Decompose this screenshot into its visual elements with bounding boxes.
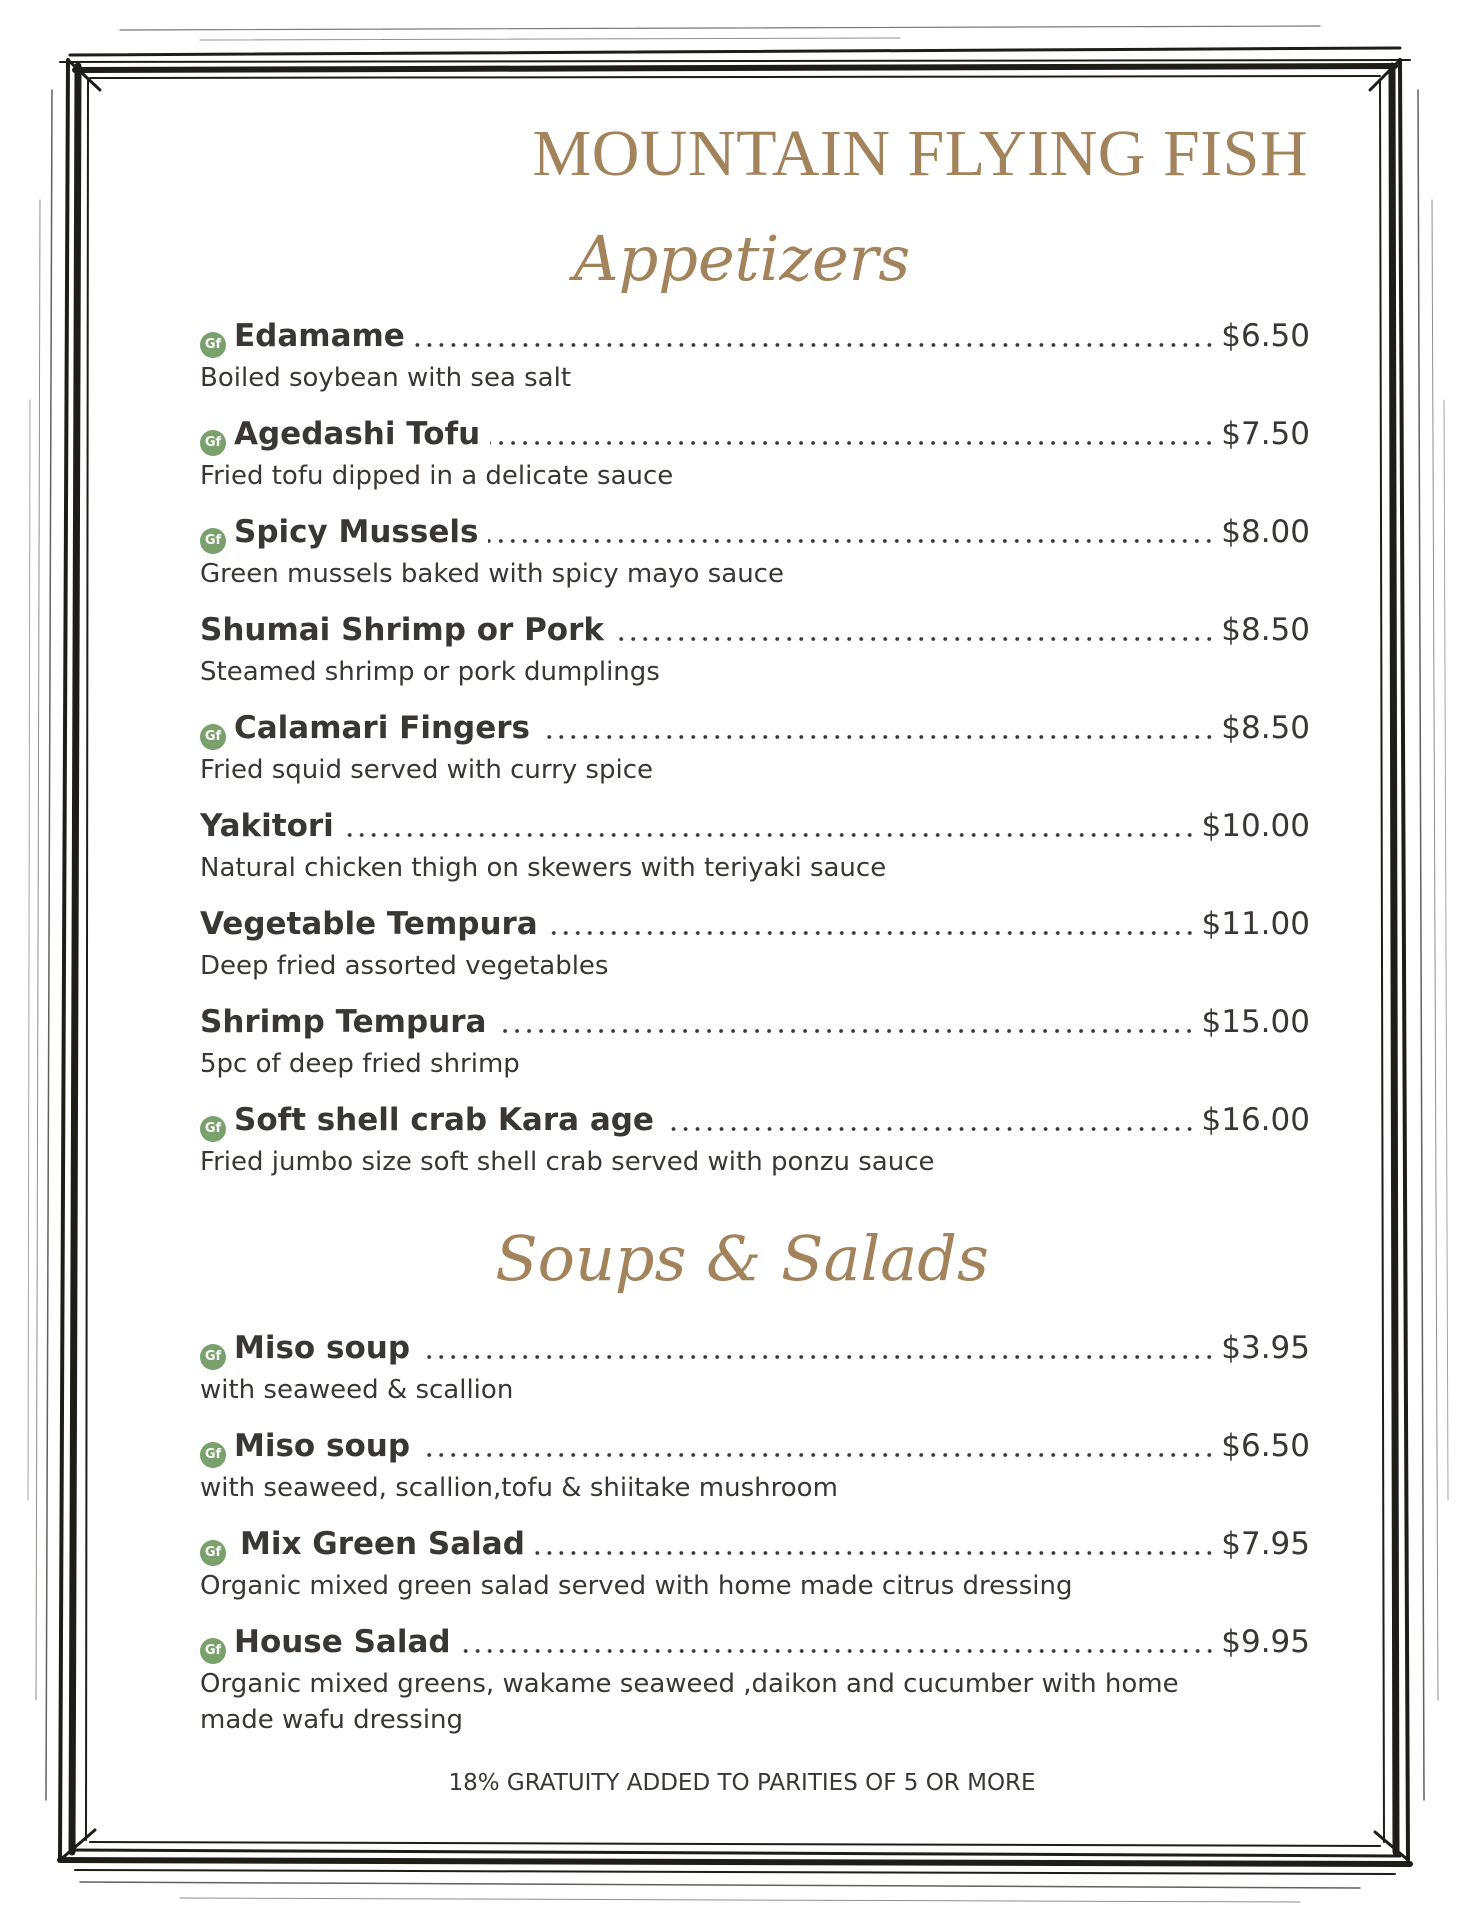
item-price: $7.95 xyxy=(1221,1526,1310,1562)
menu-item xyxy=(200,1428,1310,1506)
menu-item xyxy=(200,318,1310,396)
item-price: $9.95 xyxy=(1221,1624,1310,1660)
item-description: Green mussels baked with spicy mayo sauce xyxy=(200,559,784,589)
gluten-free-icon: Gf xyxy=(200,1442,226,1468)
menu-item xyxy=(200,416,1310,494)
dot-leader xyxy=(548,929,1196,937)
gluten-free-icon: Gf xyxy=(200,1540,226,1566)
item-name: Vegetable Tempura xyxy=(200,906,538,942)
gluten-free-icon: Gf xyxy=(200,332,226,358)
item-price: $11.00 xyxy=(1201,906,1310,942)
item-description: with seaweed, scallion,tofu & shiitake mushroom xyxy=(200,1473,838,1503)
menu-item xyxy=(200,612,1310,690)
item-description: Deep fried assorted vegetables xyxy=(200,951,609,981)
item-price: $8.00 xyxy=(1221,514,1310,550)
gratuity-note: 18% GRATUITY ADDED TO PARITIES OF 5 OR MORE xyxy=(448,1770,1036,1796)
menu-item xyxy=(200,808,1310,886)
item-description: Organic mixed greens, wakame seaweed ,daikon and cucumber with home made wafu dressing xyxy=(200,1669,1179,1735)
item-name: Miso soup xyxy=(234,1330,411,1366)
item-price: $15.00 xyxy=(1201,1004,1310,1040)
item-name: Calamari Fingers xyxy=(234,710,530,746)
item-name: Yakitori xyxy=(200,808,334,844)
menu-item xyxy=(200,710,1310,788)
item-description: Organic mixed green salad served with home made citrus dressing xyxy=(200,1571,1073,1601)
item-name: House Salad xyxy=(234,1624,451,1660)
gluten-free-icon: Gf xyxy=(200,1638,226,1664)
item-name: Shumai Shrimp or Pork xyxy=(200,612,604,648)
item-name: Spicy Mussels xyxy=(234,514,479,550)
dot-leader xyxy=(535,1549,1215,1557)
item-description: 5pc of deep fried shrimp xyxy=(200,1049,520,1079)
item-description: Fried jumbo size soft shell crab served with ponzu sauce xyxy=(200,1147,935,1177)
dot-leader xyxy=(490,439,1215,447)
dot-leader xyxy=(461,1647,1216,1655)
item-price: $8.50 xyxy=(1221,710,1310,746)
item-name: Agedashi Tofu xyxy=(234,416,481,452)
menu-item xyxy=(200,1526,1310,1604)
item-price: $6.50 xyxy=(1221,1428,1310,1464)
item-price: $8.50 xyxy=(1221,612,1310,648)
item-name: Mix Green Salad xyxy=(240,1526,525,1562)
dot-leader xyxy=(540,733,1215,741)
gluten-free-icon: Gf xyxy=(200,1344,226,1370)
section-title-appetizers: Appetizers xyxy=(573,222,911,295)
gluten-free-icon: Gf xyxy=(200,724,226,750)
menu-item xyxy=(200,1004,1310,1082)
item-description: Boiled soybean with sea salt xyxy=(200,363,572,393)
section-title-soups-salads: Soups & Salads xyxy=(495,1222,989,1295)
item-name: Shrimp Tempura xyxy=(200,1004,487,1040)
gluten-free-icon: Gf xyxy=(200,430,226,456)
item-price: $3.95 xyxy=(1221,1330,1310,1366)
dot-leader xyxy=(488,537,1215,545)
menu-item xyxy=(200,1330,1310,1408)
dot-leader xyxy=(420,1451,1215,1459)
item-price: $7.50 xyxy=(1221,416,1310,452)
item-description: Fried tofu dipped in a delicate sauce xyxy=(200,461,674,491)
menu-item xyxy=(200,1624,1310,1738)
gluten-free-icon: Gf xyxy=(200,1116,226,1142)
dot-leader xyxy=(420,1353,1215,1361)
dot-leader xyxy=(614,635,1215,643)
item-description: Natural chicken thigh on skewers with teriyaki sauce xyxy=(200,853,887,883)
menu-item xyxy=(200,906,1310,984)
item-name: Miso soup xyxy=(234,1428,411,1464)
dot-leader xyxy=(415,341,1215,349)
item-price: $6.50 xyxy=(1221,318,1310,354)
menu-item xyxy=(200,1102,1310,1180)
item-description: Fried squid served with curry spice xyxy=(200,755,653,785)
item-name: Soft shell crab Kara age xyxy=(234,1102,654,1138)
restaurant-name: MOUNTAIN FLYING FISH xyxy=(532,117,1308,190)
dot-leader xyxy=(496,1027,1195,1035)
dot-leader xyxy=(344,831,1196,839)
item-name: Edamame xyxy=(234,318,405,354)
menu-item xyxy=(200,514,1310,592)
dot-leader xyxy=(664,1125,1196,1133)
item-description: with seaweed & scallion xyxy=(200,1375,514,1405)
item-price: $16.00 xyxy=(1201,1102,1310,1138)
item-description: Steamed shrimp or pork dumplings xyxy=(200,657,660,687)
item-price: $10.00 xyxy=(1201,808,1310,844)
gluten-free-icon: Gf xyxy=(200,528,226,554)
